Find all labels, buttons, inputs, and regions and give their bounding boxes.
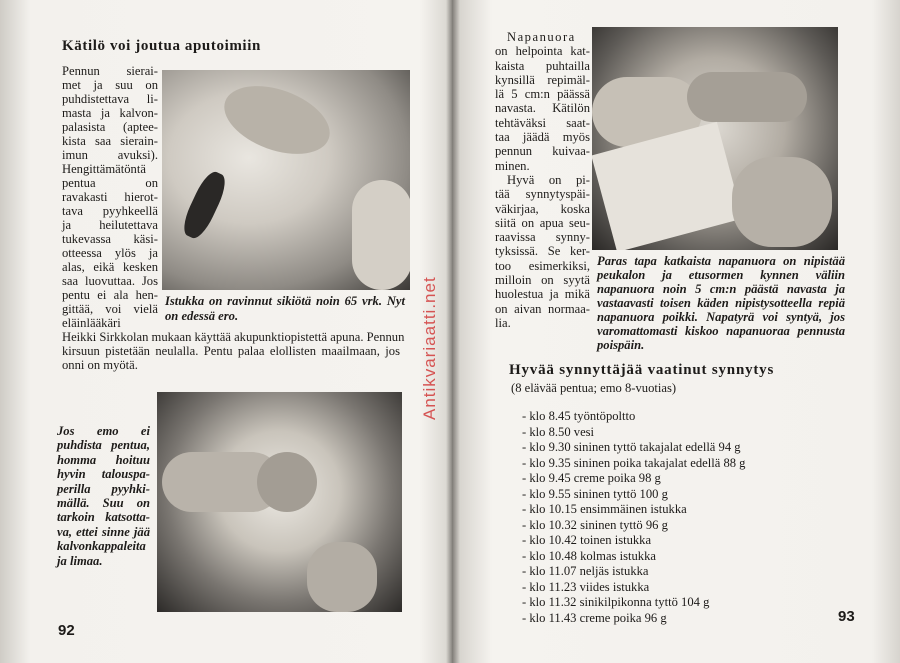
text-line: kalvonkappaleita <box>57 539 146 554</box>
text-line: on helpointa kat- <box>495 44 590 59</box>
text-line: Paras tapa katkaista napanuora on nipistää <box>597 254 845 268</box>
text-line: lä 5 cm:n päässä <box>495 87 590 102</box>
text-line: varomattomasti kiskoo napanuoraa pennusta <box>597 324 845 338</box>
text-line: - klo 9.55 sininen tyttö 100 g <box>522 486 668 501</box>
page-number: 93 <box>838 608 855 625</box>
section-title: Kätilö voi joutua aputoimiin <box>62 38 261 54</box>
text-line: taa jäädä myös <box>495 130 590 145</box>
text-line: kista saa sierain- <box>62 134 158 148</box>
text-line: ja heilutettava <box>62 218 158 232</box>
page-number: 92 <box>58 622 75 639</box>
text-line: pentu ei ala hen- <box>62 288 158 302</box>
text-line: Napanuora <box>507 30 576 44</box>
photo-newborn-puppy-placenta <box>162 70 410 290</box>
text-line: mällä. Suu on <box>57 496 150 511</box>
text-line: milloin on syytä <box>495 273 590 288</box>
text-line: kynsillä repimäl- <box>495 72 590 87</box>
text-line: Hengittämätöntä <box>62 162 146 176</box>
text-line: peukalon ja etusormen kynnen väliin <box>597 268 845 282</box>
text-line: lia. <box>495 315 511 330</box>
text-line: puhdista pentua, <box>57 438 150 453</box>
text-line: otteessa ylös ja <box>62 246 158 260</box>
text-line: - klo 9.35 sininen poika takajalat edellä 88 g <box>522 455 746 470</box>
text-line: - klo 9.45 creme poika 98 g <box>522 471 661 485</box>
photo-cleaning-puppy <box>157 392 402 612</box>
birth-log-list <box>522 409 745 626</box>
text-line: navasta. Kätilön <box>495 101 590 116</box>
text-line: minen. <box>495 158 530 173</box>
right-page <box>452 0 900 663</box>
text-line: ravakasti hierot- <box>62 190 158 204</box>
text-line: tava pyyhkeellä <box>62 204 158 218</box>
text-line: pennun kuivaa- <box>495 144 590 159</box>
text-line: on edessä ero. <box>165 309 239 323</box>
text-line: alas, eikä kesken <box>62 260 158 274</box>
text-line: perilla pyyhki- <box>57 481 150 496</box>
text-line: - klo 10.48 kolmas istukka <box>522 548 656 563</box>
text-line: Pennun sierai- <box>62 64 158 78</box>
photo-cutting-umbilical-cord <box>592 27 838 250</box>
text-line: - klo 10.32 sininen tyttö 96 g <box>522 517 668 532</box>
text-line: homma hoituu <box>57 452 150 467</box>
text-line: kirsuun pistetään neulalla. Pentu palaa elollisten maailmaan, jos <box>62 344 400 358</box>
text-line: saa luovuttaa. Jos <box>62 274 158 288</box>
text-line: palasista (aptee- <box>62 120 158 134</box>
text-line: poispäin. <box>597 338 645 352</box>
text-line: imun avuksi). <box>62 148 158 162</box>
text-line: - klo 8.45 työntöpoltto <box>522 409 636 423</box>
text-line: huolestua ja mikä <box>495 287 590 302</box>
text-line: tarkoin katsotta- <box>57 510 150 525</box>
sidebar-italic-note <box>57 424 150 568</box>
log-subheading: (8 elävää pentua; emo 8-vuotias) <box>511 381 677 395</box>
text-line: puhdistettava li- <box>62 92 158 106</box>
log-heading: Hyvää synnyttäjää vaatinut synnytys <box>509 362 775 378</box>
photo-caption <box>597 254 845 352</box>
text-line: napanuora poikki. Napatyrä voi syntyä, jos <box>597 310 845 324</box>
text-line: - klo 11.07 neljäs istukka <box>522 564 649 578</box>
text-line: tukevassa käsi- <box>62 232 158 246</box>
body-full-width <box>62 330 405 372</box>
text-line: napanuora noin 5 cm:n päästä navasta ja <box>597 282 845 296</box>
text-line: siitä on apua seu- <box>495 215 590 230</box>
text-line: tyksissä. Se ker- <box>495 244 590 259</box>
text-line: pentua on <box>62 176 158 190</box>
text-line: Heikki Sirkkolan mukaan käyttää akupunktiopistettä apuna. Pennun <box>62 330 405 344</box>
text-line: - klo 9.30 sininen tyttö takajalat edellä 94 g <box>522 440 741 454</box>
text-line: too esimerkiksi, <box>495 258 590 273</box>
text-line: gittää, voi vielä <box>62 302 158 316</box>
text-line: - klo 11.32 sinikilpikonna tyttö 104 g <box>522 595 710 609</box>
text-line: onni on myötä. <box>62 358 138 372</box>
text-line: met ja suu on <box>62 78 158 92</box>
watermark: Antikvariaatti.net <box>420 276 439 420</box>
text-line: vastaavasti toisen käden nipistysotteella repiä <box>597 296 845 310</box>
text-line: masta ja kalvon- <box>62 106 158 120</box>
text-line: va, ettei sinne jää <box>57 524 150 539</box>
text-line: kaista puhtailla <box>495 58 590 73</box>
text-line: - klo 11.23 viides istukka <box>522 579 650 594</box>
text-line: tehtäväksi saat- <box>495 115 590 130</box>
text-line: - klo 11.43 creme poika 96 g <box>522 610 667 625</box>
text-line: raavissa synny- <box>495 230 590 245</box>
photo1-caption <box>165 294 405 324</box>
body-column <box>495 30 590 330</box>
text-line: - klo 10.15 ensimmäinen istukka <box>522 502 687 516</box>
text-line: - klo 10.42 toinen istukka <box>522 533 652 547</box>
text-line: ja limaa. <box>57 553 103 568</box>
text-line: Istukka on ravinnut sikiötä noin 65 vrk. Nyt <box>165 294 405 308</box>
text-line: eläinlääkäri <box>62 316 121 330</box>
text-line: tää synnytyspäi- <box>495 187 590 202</box>
text-line: - klo 8.50 vesi <box>522 424 595 439</box>
text-line: väkirjaa, koska <box>495 201 590 216</box>
text-line: Hyvä on pi- <box>507 172 590 187</box>
text-line: Jos emo ei <box>57 424 150 438</box>
body-column <box>62 64 158 330</box>
text-line: hyvin talouspa- <box>57 467 150 482</box>
text-line: on aivan normaa- <box>495 301 590 316</box>
